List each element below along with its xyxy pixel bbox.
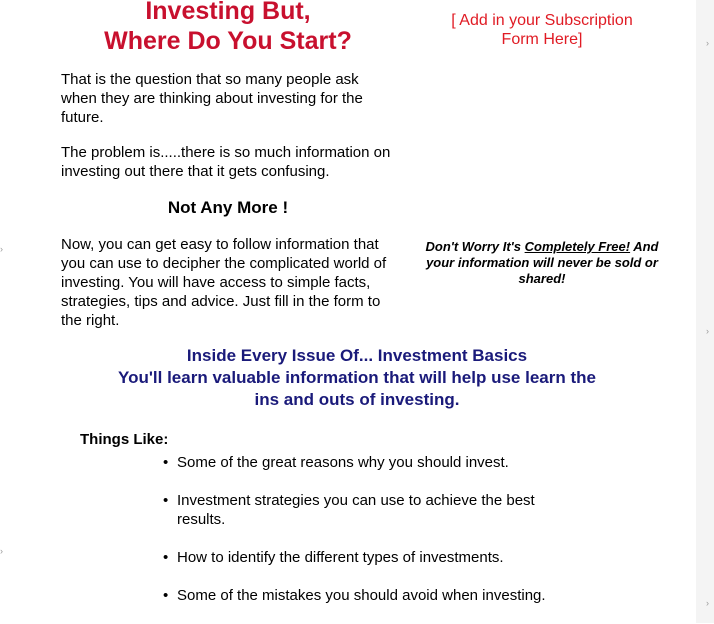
- list-item: • Investment strategies you can use to achieve the best results.: [163, 491, 583, 529]
- list-item: • Some of the mistakes you should avoid when investing.: [163, 586, 583, 605]
- intro-paragraph-3: Now, you can get easy to follow information that you can use to decipher the complicated world of investing. You will have access to simple facts, strategies, tips and advice. Just fill in the form to the right.: [61, 236, 387, 329]
- intro-paragraph-1: That is the question that so many people ask when they are thinking about investing for the future.: [61, 71, 363, 126]
- intro-paragraph-2: The problem is.....there is so much information on investing out there that it gets confusing.: [61, 144, 391, 180]
- chevron-right-icon: ›: [706, 598, 709, 608]
- subscription-form-line-2: Form Here]: [501, 31, 583, 48]
- headline-line-1: Investing But,: [145, 0, 311, 25]
- issue-line-2: You'll learn valuable information that will help use learn the: [118, 368, 596, 387]
- chevron-right-icon: ›: [0, 244, 3, 254]
- free-note: [420, 239, 664, 287]
- issue-line-3: ins and outs of investing.: [254, 390, 460, 409]
- things-like-list: [163, 453, 583, 624]
- subscription-form-placeholder: [420, 11, 664, 49]
- chevron-right-icon: ›: [706, 38, 709, 48]
- free-note-prefix: Don't Worry It's: [425, 239, 525, 254]
- chevron-right-icon: ›: [0, 546, 3, 556]
- headline-line-2: Where Do You Start?: [104, 27, 352, 55]
- right-margin: [696, 0, 714, 623]
- issue-heading: [60, 345, 654, 411]
- free-note-emphasis: Completely Free!: [524, 239, 631, 254]
- issue-line-1: Inside Every Issue Of... Investment Basics: [186, 346, 528, 365]
- chevron-right-icon: ›: [706, 326, 709, 336]
- subscription-form-line-1: [ Add in your Subscription: [451, 12, 633, 29]
- free-note-suffix: And your information will never be sold or shared!: [426, 239, 659, 286]
- list-item: • Some of the great reasons why you should invest.: [163, 453, 583, 472]
- not-any-more-heading: Not Any More !: [167, 198, 289, 217]
- headline: [60, 0, 396, 56]
- things-like-heading: Things Like:: [80, 431, 169, 448]
- list-item: • How to identify the different types of investments.: [163, 548, 583, 567]
